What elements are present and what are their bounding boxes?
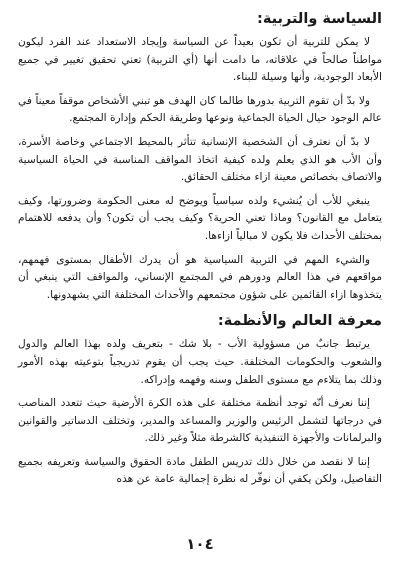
- section-heading-world-systems: معرفة العالم والأنظمة:: [217, 313, 382, 330]
- paragraph: ينبغي للأب أن يُنشيء ولده سياسياً ويوضح له معنى الحكومة وضرورتها، وكيف يتعامل مع القانون؟ وماذا تعني الحرية؟ وكيف يجب أن تكون؟ وأن يدفعه للاهتمام بمختلف الأحداث فلا يكون لا مبالياً ازاءها.: [18, 194, 382, 242]
- book-page: [18, 8, 382, 553]
- paragraph: والشيء المهم في التربية السياسية هو أن يدرك الأطفال بمستوى فهمهم، مواقعهم في هذا العالم ودورهم في المجتمع الإنساني، والمواقف التي ينبغي أن يتخذوها ازاء القائمين على شؤون مجتمعهم والأحداث المختلفة التي يشهدونها.: [18, 253, 382, 301]
- paragraph: إننا لا نقصد من خلال ذلك تدريس الطفل مادة الحقوق والسياسة وتعريفه بجميع التفاصيل، ولكن يكفي أن نوفّر له نظرة إجمالية عامة عن هذه: [18, 455, 382, 486]
- page-number: ١٠٤: [186, 535, 214, 553]
- paragraph: إننا نعرف أنّه توجد أنظمة مختلفة على هذه الكرة الأرضية حيث تتعدد المناصب في درجاتها لتشمل الرئيس والوزير والمساعد والمدير، وتختلف الدساتير والقوانين والبرلمانات والأجهزة التنفيذية كالشرطة مثلاً وغير ذلك.: [18, 397, 382, 445]
- paragraph: يرتبط جانبٌ من مسؤولية الأب - بلا شك - بتعريف ولده بهذا العالم والدول والشعوب والحكومات المختلفة. حيث يجب أن يقوم تدريجياً بتوعيته بهذه الأمور وذلك بما يتلاءم مع مستوى الطفل وسنه وفهمه وإدراكه.: [18, 338, 382, 386]
- paragraph: ولا بدّ أن تقوم التربية بدورها طالما كان الهدف هو تبني الأشخاص موقفاً معيناً في عالم الوجود حيال الحياة الجماعية ونوعها وطريقة الحكم وإدارة المجتمع.: [18, 94, 382, 125]
- paragraph: لا يمكن للتربية أن تكون بعيداً عن السياسة وإيجاد الاستعداد عند الفرد ليكون مواطناً صالحاً في علاقاته، ما دامت أنها (أي التربية) تعني تحقيق تغيير في جميع الأبعاد الوجودية، وأنها وسيلة للبناء.: [18, 36, 382, 84]
- section-heading-politics-education: السياسة والتربية:: [257, 11, 382, 27]
- paragraph: لا بدّ أن نعترف أن الشخصية الإنسانية تتأثر بالمحيط الاجتماعي وخاصة الأسرة، وأن الأب هو الذي يعلم ولده كيفية اتخاذ المواقف المناسبة في الحياة السياسية والاتصاف بخصائص معينة ازاء مختلف الحقائق.: [18, 135, 382, 184]
